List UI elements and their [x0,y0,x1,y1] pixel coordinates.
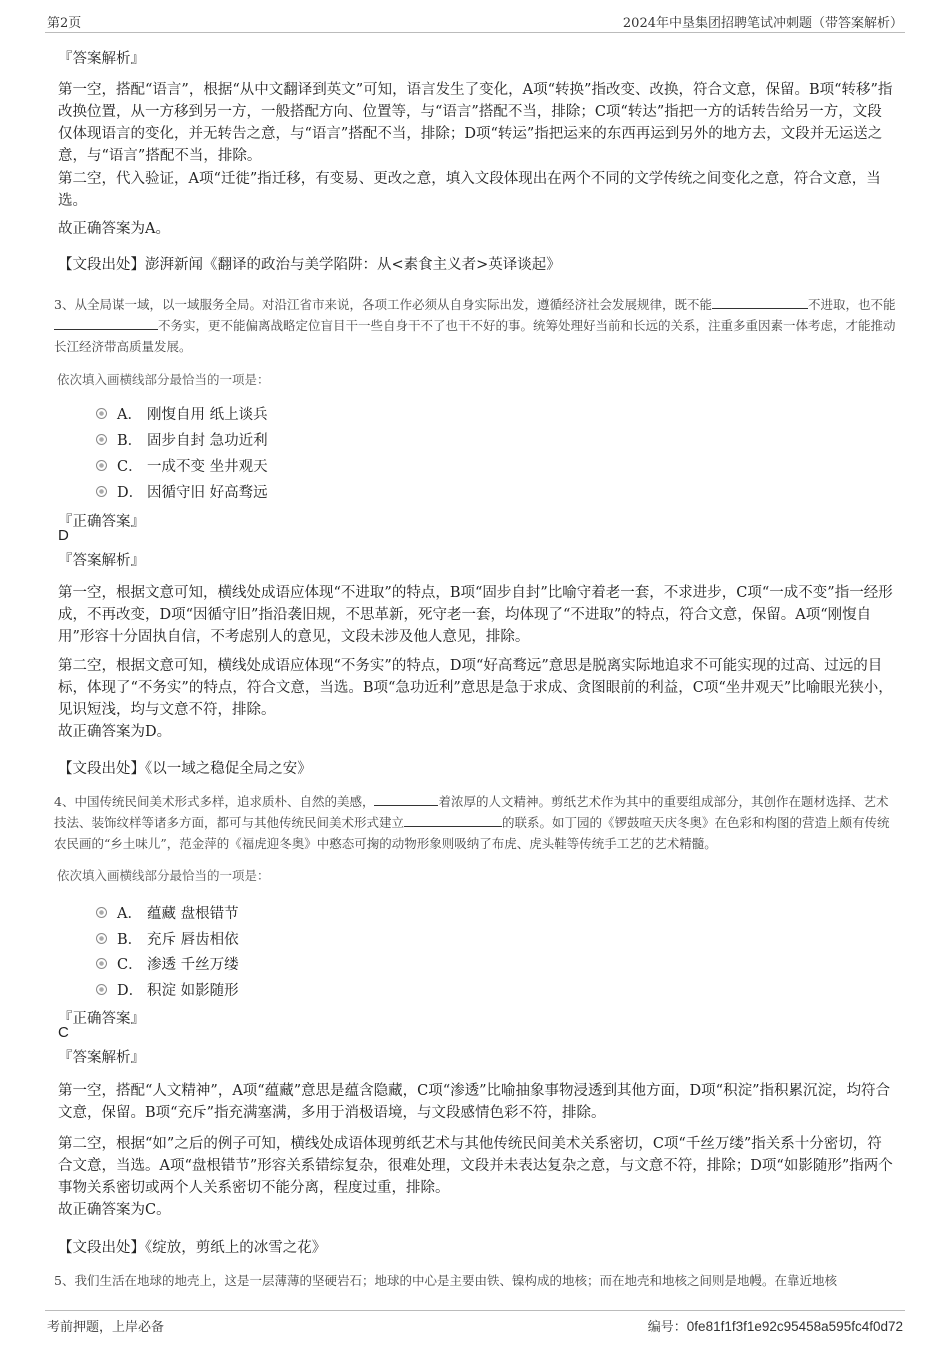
page-number: 第2页 [47,16,82,31]
radio-icon[interactable] [96,460,107,471]
q2-analysis-2: 第二空，代入验证，A项“迁徙”指迁移，有变易、更改之意，填入文段体现出在两个不同的文学传统之间变化之意，符合文意，当选。 [58,171,881,209]
radio-icon[interactable] [96,408,107,419]
q4-option-d[interactable]: D． 积淀 如影随形 [96,979,239,1000]
q3-question: 3、从全局谋一域，以一域服务全局。对沿江省市来说，各项工作必须从自身实际出发，遵循经济社会发展规律，既不能 不进取，也不能不务实，更不能偏离战略定位盲目干一些自身干不了也干不好的事。统筹处理好当前和长远的关系，注重多重因素一体考虑，才能推动长江经济带高质量发展。 [54,297,896,354]
q3-prompt: 依次填入画横线部分最恰当的一项是： [57,372,270,387]
q3-option-a[interactable]: A． 刚愎自用 纸上谈兵 [96,403,268,424]
q3-source: 【文段出处】《以一域之稳促全局之安》 [58,761,312,777]
blank-2 [404,814,502,827]
q4-analysis-1: 第一空，搭配“人文精神”，A项“蕴藏”意思是蕴含隐藏，C项“渗透”比喻抽象事物浸透到其他方面，D项“积淀”指积累沉淀，均符合文意，保留。B项“充斥”指充满塞满，多用于消极语境，与文段感情色彩不符，排除。 [58,1083,890,1121]
q2-analysis-1: 第一空，搭配“语言”，根据“从中文翻译到英文”可知，语言发生了变化，A项“转换”指改变、改换，符合文意，保留。B项“转移”指改换位置，从一方移到另一方，一般搭配方向、位置等，与“语言”搭配不当，排除；C项“转达”指把一方的话转告给另一方，文段仅体现语言的变化，并无转告之意，与“语言”搭配不当，排除；D项“转运”指把运来的东西再运到另外的地方去，文段并无运送之意，与“语言”搭配不当，排除。 [58,82,893,164]
radio-icon[interactable] [96,907,107,918]
radio-icon[interactable] [96,958,107,969]
radio-icon[interactable] [96,434,107,445]
document-title: 2024年中垦集团招聘笔试冲刺题（带答案解析） [622,16,903,31]
q4-analysis-2: 第二空，根据“如”之后的例子可知，横线处成语体现剪纸艺术与其他传统民间美术关系密切，C项“千丝万缕”指关系十分密切，符合文意，当选。A项“盘根错节”形容关系错综复杂，很难处理，文段并未表达复杂之意，与文意不符，排除；D项“如影随形”指两个事物关系密切或两个人关系密切不能分离，程度过重，排除。 [58,1136,893,1196]
blank-2 [54,317,158,330]
q3-option-b[interactable]: B． 固步自封 急功近利 [96,429,268,450]
blank-1 [374,793,438,806]
q3-analysis-1: 第一空，根据文意可知，横线处成语应体现“不进取”的特点，B项“固步自封”比喻守着老一套，不求进步，C项“一成不变”指一经形成，不再改变，D项“因循守旧”指沿袭旧规，不思革新，死守老一套，均体现了“不进取”的特点，符合文意，保留。A项“刚愎自用”形容十分固执自信，不考虑别人的意见，文段未涉及他人意见，排除。 [58,585,893,645]
q2-conclusion: 故正确答案为A。 [58,221,170,237]
analysis-label: 『答案解析』 [58,553,145,569]
page-header [45,10,905,33]
q3-analysis-2: 第二空，根据文意可知，横线处成语应体现“不务实”的特点，D项“好高骛远”意思是脱离实际地追求不可能实现的过高、过远的目标，体现了“不务实”的特点，符合文意，当选。B项“急功近利”意思是急于求成、贪图眼前的利益，C项“坐井观天”比喻眼光狭小，见识短浅，均与文意不符，排除。 [58,658,893,718]
analysis-label: 『答案解析』 [58,1050,145,1066]
q5-question: 5、我们生活在地球的地壳上，这是一层薄薄的坚硬岩石；地球的中心是主要由铁、镍构成的地核；而在地壳和地核之间则是地幔。在靠近地核 [54,1273,837,1288]
q4-prompt: 依次填入画横线部分最恰当的一项是： [57,868,270,883]
q4-option-a[interactable]: A． 蕴藏 盘根错节 [96,902,239,923]
analysis-label: 『答案解析』 [58,51,145,67]
page-footer [45,1310,905,1335]
q3-answer: D [58,527,69,544]
q4-conclusion: 故正确答案为C。 [58,1202,171,1218]
q3-conclusion: 故正确答案为D。 [58,724,172,740]
q3-option-d[interactable]: D． 因循守旧 好高骛远 [96,481,268,502]
radio-icon[interactable] [96,486,107,497]
radio-icon[interactable] [96,933,107,944]
q4-source: 【文段出处】《绽放，剪纸上的冰雪之花》 [58,1240,327,1256]
q3-option-c[interactable]: C． 一成不变 坐井观天 [96,455,268,476]
radio-icon[interactable] [96,984,107,995]
q2-source: 【文段出处】澎湃新闻《翻译的政治与美学陷阱：从<素食主义者>英译谈起》 [58,257,561,273]
footer-slogan: 考前押题，上岸必备 [47,1320,165,1335]
document-code: 编号：0fe81f1f3f1e92c95458a595fc4f0d72 [647,1319,903,1335]
correct-answer-label: 『正确答案』 [58,514,145,530]
q4-answer: C [58,1024,69,1041]
correct-answer-label: 『正确答案』 [58,1011,145,1027]
q4-option-c[interactable]: C． 渗透 千丝万缕 [96,953,239,974]
q4-option-b[interactable]: B． 充斥 唇齿相依 [96,928,239,949]
blank-1 [712,296,808,309]
q4-question: 4、中国传统民间美术形式多样，追求质朴、自然的美感， 着浓厚的人文精神。剪纸艺术作为其中的重要组成部分，其创作在题材选择、艺术技法、装饰纹样等诸多方面，都可与其他传统民间美术形式建立 的联系。如丁园的《锣鼓喧天庆冬奥》在色彩和构图的营造上颇有传统农民画的“乡土味儿”，范金萍的《福虎迎冬奥》中憨态可掬的动物形象则吸纳了布虎、虎头鞋等传统手工艺的艺术精髓。 [54,794,890,851]
